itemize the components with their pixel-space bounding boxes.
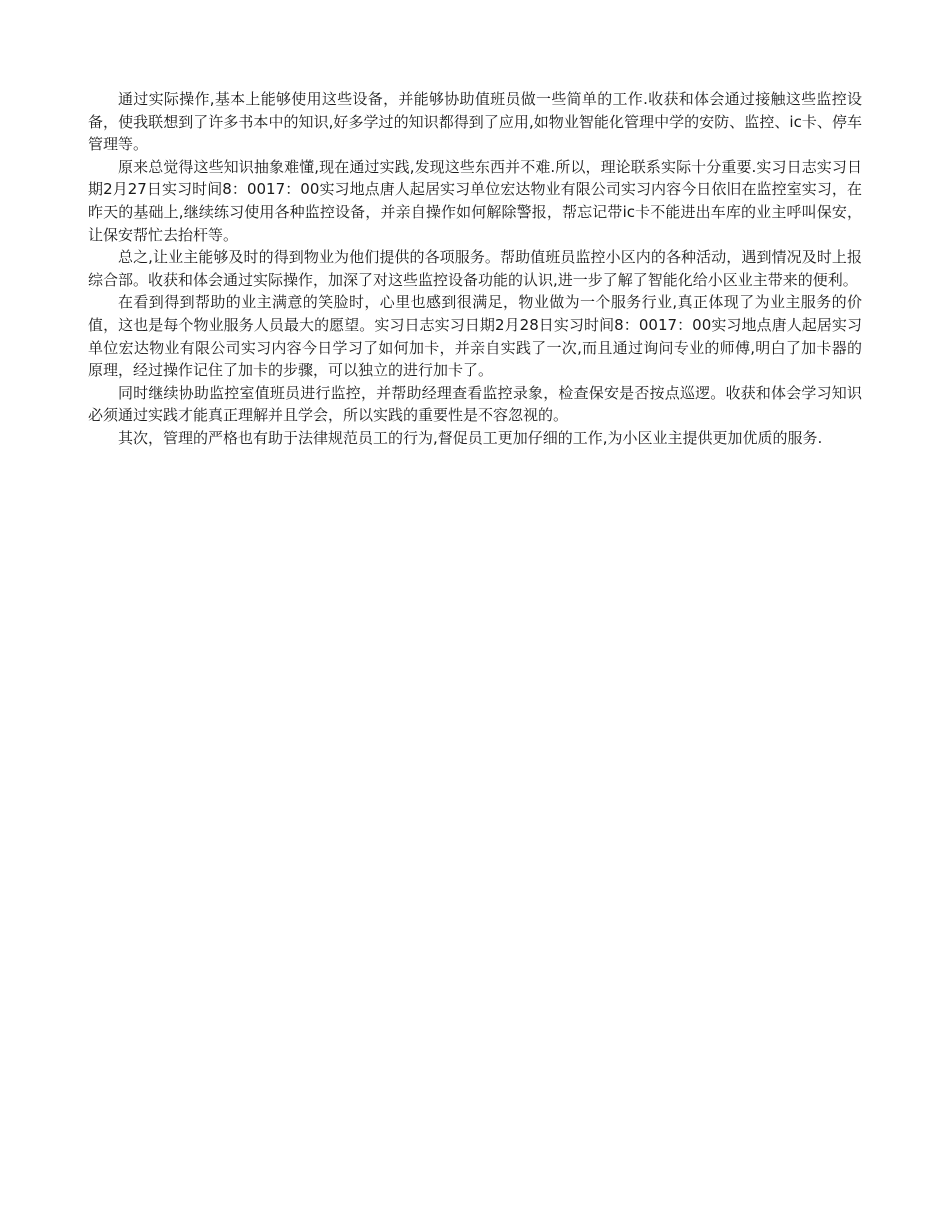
paragraph-2: 原来总觉得这些知识抽象难懂,现在通过实践,发现这些东西并不难.所以，理论联系实际十分重要.实习日志实习日期2月27日实习时间8：0017：00实习地点唐人起居实习单位宏达物业有限公司实习内容今日依旧在监控室实习，在昨天的基础上,继续练习使用各种监控设备，并亲自操作如何解除警报，帮忘记带ic卡不能进出车库的业主呼叫保安，让保安帮忙去抬杆等。 — [88, 157, 862, 244]
paragraph-1: 通过实际操作,基本上能够使用这些设备，并能够协助值班员做一些简单的工作.收获和体会通过接触这些监控设备，使我联想到了许多书本中的知识,好多学过的知识都得到了应用,如物业智能化管理中学的安防、监控、ic卡、停车管理等。 — [88, 90, 862, 154]
paragraph-6: 其次，管理的严格也有助于法律规范员工的行为,督促员工更加仔细的工作,为小区业主提供更加优质的服务. — [118, 428, 823, 447]
paragraph-5: 同时继续协助监控室值班员进行监控，并帮助经理查看监控录象，检查保安是否按点巡逻。收获和体会学习知识必须通过实践才能真正理解并且学会，所以实践的重要性是不容忽视的。 — [88, 383, 862, 425]
paragraph-3: 总之,让业主能够及时的得到物业为他们提供的各项服务。帮助值班员监控小区内的各种活动，遇到情况及时上报综合部。收获和体会通过实际操作，加深了对这些监控设备功能的认识,进一步了解了智能化给小区业主带来的便利。 — [88, 248, 862, 289]
paragraph-4: 在看到得到帮助的业主满意的笑脸时，心里也感到很满足，物业做为一个服务行业,真正体现了为业主服务的价值，这也是每个物业服务人员最大的愿望。实习日志实习日期2月28日实习时间8：0017：00实习地点唐人起居实习单位宏达物业有限公司实习内容今日学习了如何加卡，并亲自实践了一次,而且通过询问专业的师傅,明白了加卡器的原理，经过操作记住了加卡的步骤，可以独立的进行加卡了。 — [88, 293, 862, 380]
document-page — [88, 88, 862, 450]
